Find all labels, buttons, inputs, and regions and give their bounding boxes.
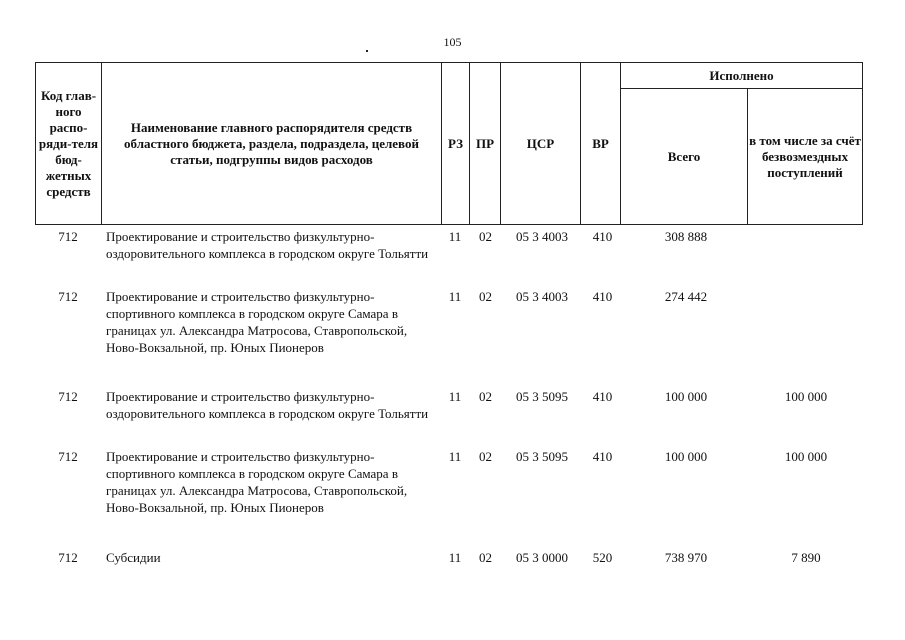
cell-vr: 410 xyxy=(592,229,613,244)
cell-vr: 410 xyxy=(592,449,613,464)
cell-pr: 02 xyxy=(479,449,492,464)
header-pr: ПР xyxy=(470,63,501,225)
scan-speck xyxy=(366,50,368,52)
cell-csr: 05 3 5095 xyxy=(516,449,568,464)
cell-csr: 05 3 5095 xyxy=(516,389,568,404)
cell-rz: 11 xyxy=(448,550,462,565)
cell-code: 712 xyxy=(58,389,78,404)
cell-rz: 11 xyxy=(448,229,462,244)
cell-rz: 11 xyxy=(448,449,462,464)
cell-vr: 520 xyxy=(592,550,613,565)
header-rz: РЗ xyxy=(442,63,470,225)
cell-pr: 02 xyxy=(479,289,492,304)
cell-total: 738 970 xyxy=(664,550,708,565)
cell-name: Проектирование и строительство физкультурно-оздоровительного комплекса в городском округе Тольятти xyxy=(106,389,429,421)
table-header xyxy=(35,62,863,225)
cell-name: Субсидии xyxy=(106,550,161,565)
cell-total: 274 442 xyxy=(664,289,708,304)
header-csr: ЦСР xyxy=(501,63,581,225)
cell-code: 712 xyxy=(58,229,78,244)
cell-free: 7 890 xyxy=(791,550,821,565)
cell-csr: 05 3 4003 xyxy=(516,289,568,304)
cell-name: Проектирование и строительство физкультурно-спортивного комплекса в городском округе Самара в границах ул. Александра Матросова, Ставропольской, Ново-Вокзальной, пр. Юных Пионеров xyxy=(106,289,408,355)
cell-csr: 05 3 0000 xyxy=(516,550,568,565)
page-number: 105 xyxy=(443,35,462,49)
header-executed: Исполнено xyxy=(621,63,863,89)
cell-code: 712 xyxy=(58,289,78,304)
header-vr: ВР xyxy=(581,63,621,225)
header-code: Код глав-ного распо-ряди-теля бюд-жетных средств xyxy=(36,63,102,225)
cell-pr: 02 xyxy=(479,550,492,565)
cell-code: 712 xyxy=(58,449,78,464)
cell-vr: 410 xyxy=(592,289,613,304)
cell-vr: 410 xyxy=(592,389,613,404)
cell-pr: 02 xyxy=(479,229,492,244)
cell-name: Проектирование и строительство физкультурно-оздоровительного комплекса в городском округе Тольятти xyxy=(106,229,429,261)
cell-rz: 11 xyxy=(448,389,462,404)
cell-total: 100 000 xyxy=(664,449,708,464)
cell-total: 100 000 xyxy=(664,389,708,404)
cell-csr: 05 3 4003 xyxy=(516,229,568,244)
cell-free: 100 000 xyxy=(784,449,828,464)
cell-code: 712 xyxy=(58,550,78,565)
cell-total: 308 888 xyxy=(664,229,708,244)
cell-pr: 02 xyxy=(479,389,492,404)
header-free: в том числе за счёт безвозмездных поступлений xyxy=(748,89,863,225)
cell-free: 100 000 xyxy=(784,389,828,404)
header-name: Наименование главного распорядителя средств областного бюджета, раздела, подраздела, целевой статьи, подгруппы видов расходов xyxy=(102,63,442,225)
cell-rz: 11 xyxy=(448,289,462,304)
header-total: Всего xyxy=(621,89,748,225)
cell-name: Проектирование и строительство физкультурно-спортивного комплекса в городском округе Самара в границах ул. Александра Матросова, Ставропольской, Ново-Вокзальной, пр. Юных Пионеров xyxy=(106,449,408,515)
